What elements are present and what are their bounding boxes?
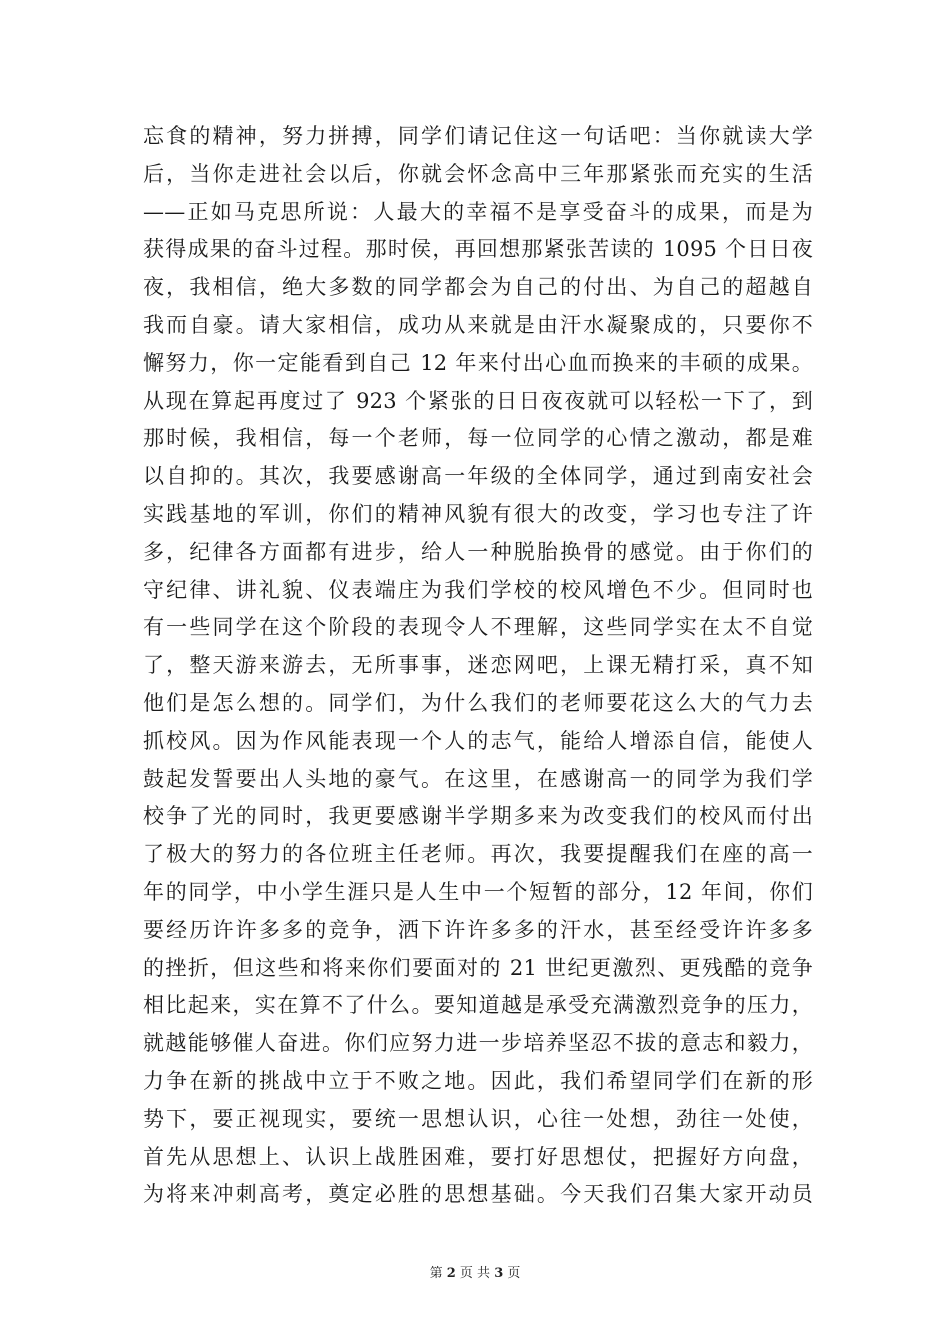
text-line: 以自抑的。其次，我要感谢高一年级的全体同学，通过到南安社会 xyxy=(143,464,813,489)
text-line: 从现在算起再度过了 923 个紧张的日日夜夜就可以轻松一下了，到 xyxy=(143,388,813,413)
text-line: 势下，要正视现实，要统一思想认识，心往一处想，劲往一处使， xyxy=(143,1106,813,1131)
text-line: 那时候，我相信，每一个老师，每一位同学的心情之激动，都是难 xyxy=(143,426,813,451)
text-line: ——正如马克思所说：人最大的幸福不是享受奋斗的成果，而是为 xyxy=(143,199,813,224)
text-line: 他们是怎么想的。同学们，为什么我们的老师要花这么大的气力去 xyxy=(143,690,813,715)
text-line: 有一些同学在这个阶段的表现令人不理解，这些同学实在太不自觉 xyxy=(143,615,813,640)
text-line: 首先从思想上、认识上战胜困难，要打好思想仗，把握好方向盘， xyxy=(143,1144,813,1169)
footer-middle: 页 共 xyxy=(459,1266,491,1281)
text-line: 为将来冲刺高考，奠定必胜的思想基础。今天我们召集大家开动员 xyxy=(143,1182,813,1207)
text-line: 实践基地的军训，你们的精神风貌有很大的改变，学习也专注了许 xyxy=(143,501,813,526)
text-line: 了极大的努力的各位班主任老师。再次，我要提醒我们在座的高一 xyxy=(143,842,813,867)
text-line: 要经历许许多多的竞争，洒下许许多多的汗水，甚至经受许许多多 xyxy=(143,917,813,942)
footer-prefix: 第 xyxy=(429,1266,443,1281)
text-line: 抓校风。因为作风能表现一个人的志气，能给人增添自信，能使人 xyxy=(143,728,813,753)
text-line: 的挫折，但这些和将来你们要面对的 21 世纪更激烈、更残酷的竞争 xyxy=(143,955,813,980)
total-page-number: 3 xyxy=(494,1266,504,1281)
text-line: 忘食的精神，努力拼搏，同学们请记住这一句话吧：当你就读大学 xyxy=(143,124,813,148)
text-line: 懈努力，你一定能看到自己 12 年来付出心血而换来的丰硕的成果。 xyxy=(143,350,813,375)
text-line: 相比起来，实在算不了什么。要知道越是承受充满激烈竞争的压力， xyxy=(143,993,813,1018)
text-line: 我而自豪。请大家相信，成功从来就是由汗水凝聚成的，只要你不 xyxy=(143,312,813,337)
text-line: 多，纪律各方面都有进步，给人一种脱胎换骨的感觉。由于你们的 xyxy=(143,539,813,564)
text-line: 后，当你走进社会以后，你就会怀念高中三年那紧张而充实的生活 xyxy=(143,161,813,186)
text-line: 校争了光的同时，我更要感谢半学期多来为改变我们的校风而付出 xyxy=(143,804,813,829)
page-footer xyxy=(0,1262,950,1281)
current-page-number: 2 xyxy=(446,1266,456,1281)
text-line: 夜，我相信，绝大多数的同学都会为自己的付出、为自己的超越自 xyxy=(143,275,813,300)
footer-suffix: 页 xyxy=(507,1266,521,1281)
text-line: 力争在新的挑战中立于不败之地。因此，我们希望同学们在新的形 xyxy=(143,1068,813,1093)
body-text xyxy=(143,118,813,1214)
text-line: 鼓起发誓要出人头地的豪气。在这里，在感谢高一的同学为我们学 xyxy=(143,766,813,791)
text-line: 获得成果的奋斗过程。那时侯，再回想那紧张苦读的 1095 个日日夜 xyxy=(143,237,813,262)
text-line: 就越能够催人奋进。你们应努力进一步培养坚忍不拔的意志和毅力， xyxy=(143,1031,813,1056)
text-line: 守纪律、讲礼貌、仪表端庄为我们学校的校风增色不少。但同时也 xyxy=(143,577,813,602)
text-line: 年的同学，中小学生涯只是人生中一个短暂的部分，12 年间，你们 xyxy=(143,879,813,904)
text-line: 了，整天游来游去，无所事事，迷恋网吧，上课无精打采，真不知 xyxy=(143,653,813,678)
